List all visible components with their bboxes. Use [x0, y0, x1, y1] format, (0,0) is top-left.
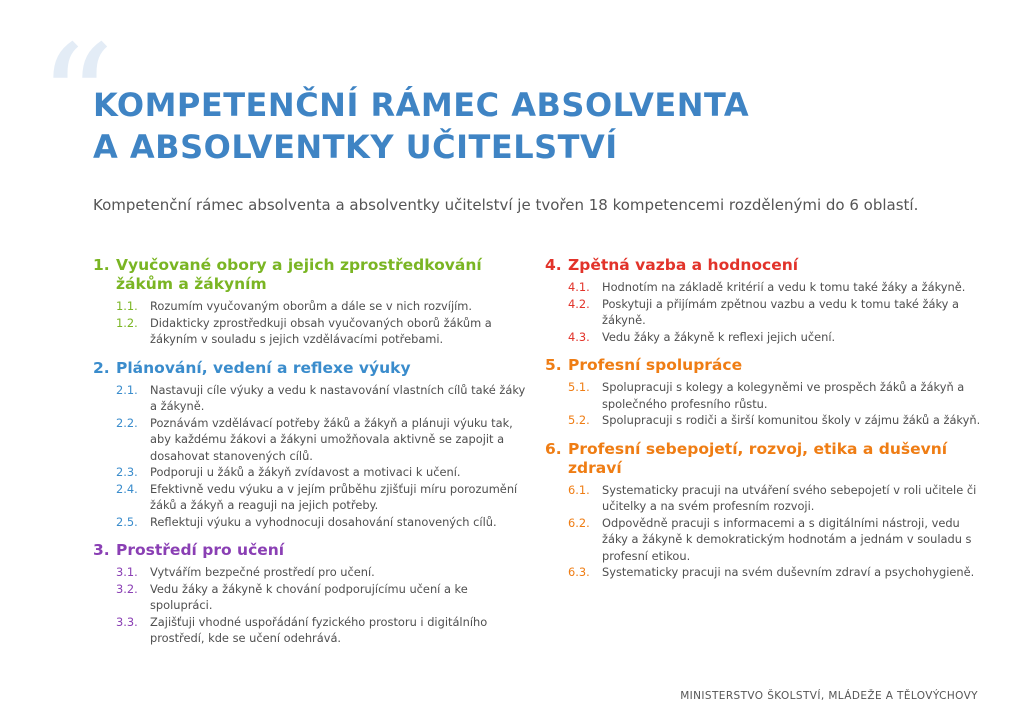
competence-item: [116, 614, 533, 647]
item-text: Odpovědně pracuji s informacemi a s digitálními nástroji, vedu žáky a žákyně k demokratickým hodnotám a jednám v souladu s profesní etikou.: [602, 515, 972, 563]
item-text: Zajišťuji vhodné uspořádání fyzického prostoru i digitálního prostředí, kde se učení odehrává.: [150, 614, 488, 645]
right-column: [545, 256, 985, 592]
area-number: 4.: [545, 256, 562, 274]
item-number: 5.2.: [568, 413, 590, 427]
item-text: Didakticky zprostředkuji obsah vyučovaných oborů žákům a žákyním v souladu s jejich vzdělávacími potřebami.: [150, 315, 492, 346]
item-text: Reflektuji výuku a vyhodnocuji dosahování stanovených cílů.: [150, 514, 497, 529]
area-title: Zpětná vazba a hodnocení: [568, 256, 799, 274]
item-text: Poskytuji a přijímám zpětnou vazbu a vedu k tomu také žáky a žákyně.: [602, 296, 959, 327]
competence-item: [116, 514, 533, 531]
area-title: Prostředí pro učení: [116, 541, 285, 559]
item-number: 5.1.: [568, 380, 590, 394]
item-number: 4.2.: [568, 296, 590, 311]
left-column: [93, 256, 533, 658]
competence-item: [568, 329, 985, 346]
area-heading: [93, 359, 533, 378]
area-title: Plánování, vedení a reflexe výuky: [116, 358, 411, 377]
competence-item: [568, 412, 985, 429]
area-heading: [93, 256, 533, 294]
area-title: Vyučované obory a jejich zprostředkování žákům a žákyním: [116, 256, 482, 293]
competence-item: [568, 515, 985, 565]
area-2: [93, 359, 533, 531]
competence-item: [116, 298, 533, 315]
area-3: [93, 541, 533, 647]
area-heading: [93, 541, 533, 560]
area-number: 1.: [93, 256, 110, 274]
competence-item: [116, 415, 533, 465]
item-text: Podporuji u žáků a žákyň zvídavost a motivaci k učení.: [150, 465, 461, 479]
area-title: Profesní spolupráce: [568, 356, 743, 374]
area-number: 2.: [93, 358, 110, 377]
intro-text: Kompetenční rámec absolventa a absolventky učitelství je tvořen 18 kompetencemi rozdělenými do 6 oblastí.: [93, 196, 919, 214]
quote-mark-decoration: “: [38, 14, 115, 188]
item-text: Vedu žáky a žákyně k reflexi jejich učení.: [602, 329, 836, 344]
item-text: Vytvářím bezpečné prostředí pro učení.: [150, 565, 375, 579]
item-text: Spolupracuji s kolegy a kolegyněmi ve prospěch žáků a žákyň a společného profesního růstu.: [602, 380, 965, 411]
competence-item: [568, 482, 985, 515]
area-number: 6.: [545, 439, 562, 458]
area-6: [545, 440, 985, 581]
item-text: Spolupracuji s rodiči a širší komunitou školy v zájmu žáků a žákyň.: [602, 413, 981, 427]
ministry-footer: MINISTERSTVO ŠKOLSTVÍ, MLÁDEŽE A TĚLOVÝCHOVY: [680, 690, 978, 702]
item-number: 2.2.: [116, 415, 138, 430]
item-number: 3.2.: [116, 581, 138, 596]
item-number: 1.1.: [116, 299, 138, 313]
area-5: [545, 356, 985, 429]
item-number: 4.3.: [568, 329, 590, 344]
item-number: 2.5.: [116, 514, 138, 529]
item-text: Rozumím vyučovaným oborům a dále se v nich rozvíjím.: [150, 299, 473, 313]
item-text: Vedu žáky a žákyně k chování podporujícímu učení a ke spolupráci.: [150, 581, 468, 612]
item-number: 6.2.: [568, 515, 590, 530]
area-1: [93, 256, 533, 348]
title-line-1: KOMPETENČNÍ RÁMEC ABSOLVENTA: [93, 86, 750, 124]
title-line-2: A ABSOLVENTKY UČITELSTVÍ: [93, 128, 618, 166]
item-number: 2.4.: [116, 481, 138, 496]
item-number: 6.1.: [568, 482, 590, 497]
competence-item: [116, 464, 533, 481]
item-number: 2.3.: [116, 465, 138, 479]
item-text: Systematicky pracuji na svém duševním zdraví a psychohygieně.: [602, 565, 975, 579]
competence-item: [568, 279, 985, 296]
competence-item: [116, 564, 533, 581]
competence-item: [116, 315, 533, 348]
competence-item: [116, 581, 533, 614]
item-number: 3.1.: [116, 565, 138, 579]
competence-item: [116, 481, 533, 514]
area-number: 3.: [93, 541, 110, 559]
area-heading: [545, 356, 985, 375]
competence-item: [116, 382, 533, 415]
item-text: Systematicky pracuji na utváření svého sebepojetí v roli učitele či učitelky a na svém profesním rozvoji.: [602, 482, 977, 513]
item-number: 2.1.: [116, 382, 138, 397]
area-number: 5.: [545, 356, 562, 374]
item-text: Nastavuji cíle výuky a vedu k nastavování vlastních cílů také žáky a žákyně.: [150, 382, 526, 413]
item-number: 1.2.: [116, 315, 138, 330]
item-text: Efektivně vedu výuku a v jejím průběhu zjišťuji míru porozumění žáků a žákyň a reaguji na jejich potřeby.: [150, 481, 518, 512]
competence-item: [568, 296, 985, 329]
item-number: 3.3.: [116, 614, 138, 629]
area-title: Profesní sebepojetí, rozvoj, etika a duševní zdraví: [568, 439, 948, 477]
item-text: Poznávám vzdělávací potřeby žáků a žákyň a plánuji výuku tak, aby každému žákovi a žákyni umožňovala aktivně se zapojit a dosahovat stanovených cílů.: [150, 415, 513, 463]
competence-item: [568, 564, 985, 581]
item-number: 4.1.: [568, 280, 590, 294]
competence-item: [568, 379, 985, 412]
area-heading: [545, 256, 985, 275]
item-text: Hodnotím na základě kritérií a vedu k tomu také žáky a žákyně.: [602, 280, 966, 294]
area-heading: [545, 440, 985, 478]
page-title: [93, 84, 749, 168]
area-4: [545, 256, 985, 345]
item-number: 6.3.: [568, 565, 590, 579]
